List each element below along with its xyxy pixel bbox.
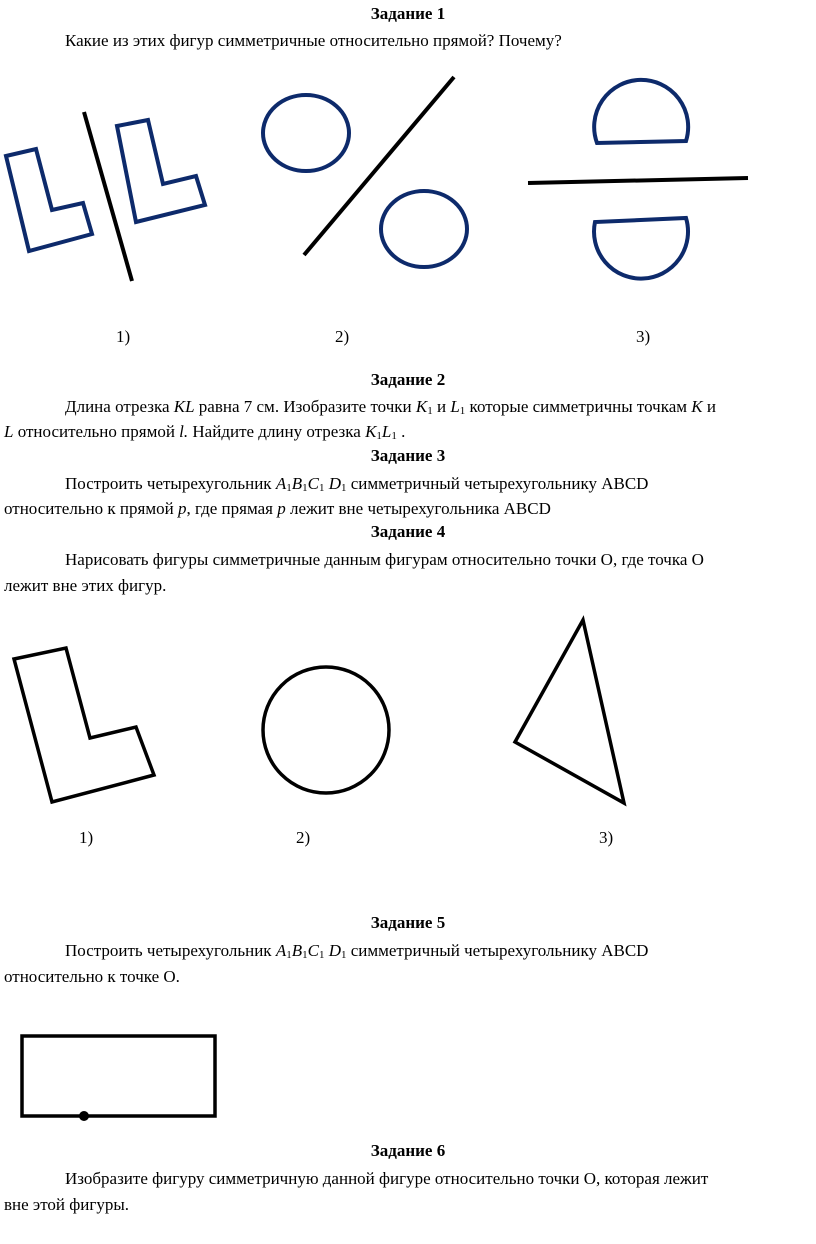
task5-line2: относительно к точке О. [4, 967, 180, 986]
task5-line1: Построить четырехугольник $A_1B_1C_1$ $D_1$ симметричный четырехугольнику ABCD [65, 941, 649, 961]
task6-line2: вне этой фигуры. [4, 1195, 130, 1214]
task4-label-2: 2) [296, 828, 311, 847]
task4-line2: лежит вне этих фигур. [4, 576, 167, 595]
task1-axis-line-1 [84, 112, 132, 281]
task4-circle [263, 667, 389, 793]
task6-heading: Задание 6 [370, 1141, 446, 1160]
task4-triangle [515, 620, 624, 803]
half-disc-lower [594, 218, 688, 279]
task2-line1: Длина отрезка KL равна 7 см. Изобразите точки $K_1$ и $L_1$ которые симметричны точкам K и [65, 397, 716, 417]
task5-point [79, 1111, 89, 1121]
l-shape-left [6, 149, 92, 251]
task4-line1: Нарисовать фигуры симметричные данным фигурам относительно точки О, где точка О [65, 550, 704, 569]
task4-label-1: 1) [79, 828, 94, 847]
task3-line2: относительно к прямой p, где прямая p лежит вне четырехугольника ABCD [4, 499, 551, 518]
task4-figures [14, 620, 624, 803]
task4-heading: Задание 4 [370, 522, 446, 541]
task5-heading: Задание 5 [370, 913, 446, 932]
task1-axis-line-3 [528, 178, 748, 183]
task6-line1: Изобразите фигуру симметричную данной фигуре относительно точки О, которая лежит [65, 1169, 709, 1188]
task2-line2: L относительно прямой l. Найдите длину отрезка $K_1L_1$ . [4, 422, 406, 442]
circle-lower [381, 191, 467, 267]
task1-label-2: 2) [335, 327, 350, 346]
task2-heading: Задание 2 [370, 370, 446, 389]
task1-heading: Задание 1 [370, 4, 446, 23]
task4-l-shape [14, 648, 154, 802]
task1-question: Какие из этих фигур симметричные относительно прямой? Почему? [65, 31, 562, 50]
half-disc-upper [594, 80, 688, 143]
task3-heading: Задание 3 [370, 446, 446, 465]
circle-upper [263, 95, 349, 171]
task3-line1: Построить четырехугольник $A_1B_1C_1$ $D_1$ симметричный четырехугольнику ABCD [65, 474, 649, 494]
task1-label-3: 3) [636, 327, 651, 346]
task5-rectangle [22, 1036, 215, 1116]
task4-label-3: 3) [599, 828, 614, 847]
l-shape-right [117, 120, 205, 222]
task1-label-1: 1) [116, 327, 131, 346]
